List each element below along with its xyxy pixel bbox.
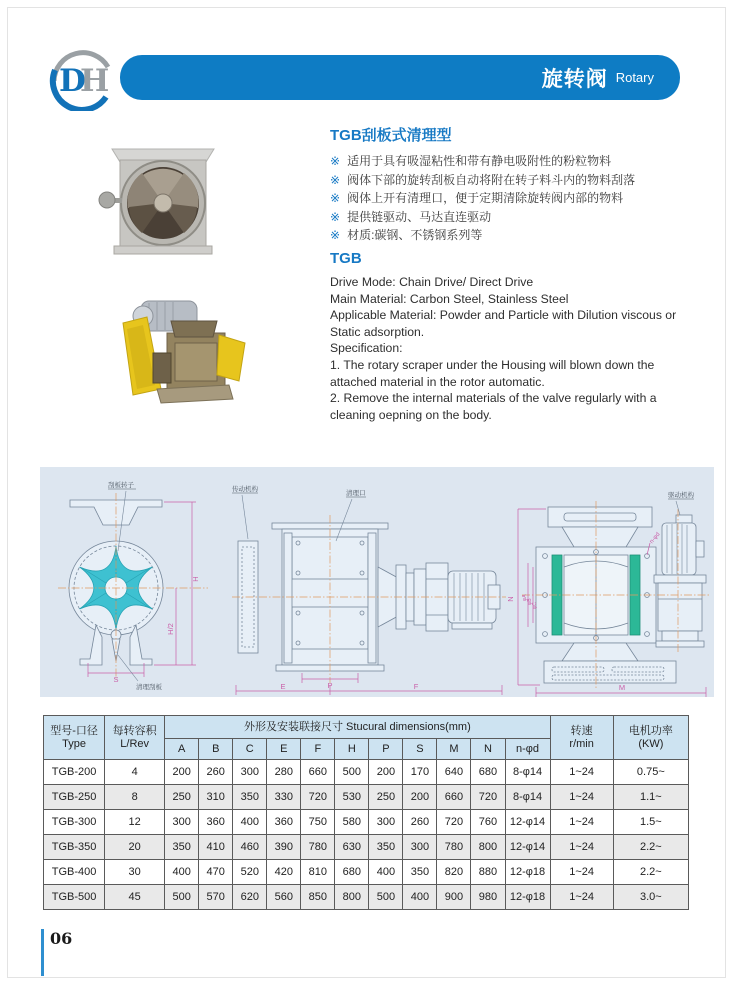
logo-letter-h: H (80, 63, 110, 99)
dim-col-header: n-φd (505, 739, 550, 760)
bullet-item (330, 152, 720, 171)
spec-line: Specification: (330, 341, 403, 356)
table-row (44, 785, 689, 810)
product-photo-chain-drive-valve (113, 293, 249, 407)
banner-title-zh: 旋转阀 (541, 67, 608, 91)
table-cell: 980 (471, 885, 505, 910)
table-cell: 20 (105, 835, 165, 860)
dim-col-header: P (369, 739, 403, 760)
bullet-mark-icon: ※ (330, 172, 341, 187)
spec-line: attached material in the rotor automatic. (330, 374, 545, 389)
bullet-text: 阀体下部的旋转刮板自动将附在转子料斗内的物料刮落 (347, 172, 636, 187)
table-cell: 420 (267, 860, 301, 885)
table-row (44, 835, 689, 860)
table-cell: TGB-300 (44, 810, 105, 835)
page-number-bar (41, 929, 44, 976)
svg-text:φA: φA (522, 594, 528, 601)
table-cell: 580 (335, 810, 369, 835)
table-cell: 850 (301, 885, 335, 910)
dim-col-header: S (403, 739, 437, 760)
dim-col-header: C (233, 739, 267, 760)
table-cell: 460 (233, 835, 267, 860)
bullet-list (330, 152, 720, 245)
table-cell: 1~24 (550, 860, 613, 885)
table-cell: 470 (199, 860, 233, 885)
table-cell: 570 (199, 885, 233, 910)
spec-line: cleaning oepning on the body. (330, 407, 492, 422)
svg-text:清理刮板: 清理刮板 (136, 684, 162, 691)
table-cell: TGB-500 (44, 885, 105, 910)
table-cell: 170 (403, 760, 437, 785)
table-cell: 520 (233, 860, 267, 885)
table-cell: 250 (165, 785, 199, 810)
spec-line: Static adsorption. (330, 324, 425, 339)
table-cell: 880 (471, 860, 505, 885)
table-cell: 2.2~ (613, 835, 688, 860)
bullet-text: 适用于具有吸湿粘性和带有静电吸附性的粉粒物料 (347, 154, 612, 168)
intro-title: TGB刮板式清理型 (330, 127, 452, 144)
table-cell: 3.0~ (613, 885, 688, 910)
page-number: 06 (50, 929, 73, 948)
spec-line: Applicable Material: Powder and Particle with Dilution viscous or (330, 308, 677, 323)
table-cell: 500 (369, 885, 403, 910)
table-cell: 300 (403, 835, 437, 860)
svg-text:传动机构: 传动机构 (232, 486, 258, 493)
table-cell: 500 (165, 885, 199, 910)
table-cell: TGB-400 (44, 860, 105, 885)
table-cell: 4 (105, 760, 165, 785)
table-cell: 720 (437, 810, 471, 835)
table-cell: 800 (471, 835, 505, 860)
dim-col-header: N (471, 739, 505, 760)
dim-col-header: E (267, 739, 301, 760)
table-cell: 8-φ14 (505, 760, 550, 785)
table-cell: 350 (369, 835, 403, 860)
table-cell: 400 (403, 885, 437, 910)
table-cell: 330 (267, 785, 301, 810)
svg-text:刮板转子: 刮板转子 (108, 482, 134, 489)
dim-col-header: A (165, 739, 199, 760)
table-cell: 400 (369, 860, 403, 885)
table-cell: 260 (403, 810, 437, 835)
table-cell: 1.1~ (613, 785, 688, 810)
section-banner (120, 55, 680, 100)
spec-table-body (44, 760, 689, 910)
table-cell: 8-φ14 (505, 785, 550, 810)
table-cell: 12-φ18 (505, 885, 550, 910)
table-row (44, 810, 689, 835)
table-row (44, 860, 689, 885)
table-cell: 820 (437, 860, 471, 885)
table-cell: 1~24 (550, 810, 613, 835)
table-cell: 360 (199, 810, 233, 835)
table-cell: 560 (267, 885, 301, 910)
dim-col-header: B (199, 739, 233, 760)
table-cell: 8 (105, 785, 165, 810)
svg-text:F: F (413, 682, 419, 691)
bullet-item (330, 189, 720, 208)
dim-col-header: M (437, 739, 471, 760)
bullet-mark-icon: ※ (330, 154, 341, 168)
table-cell: 350 (165, 835, 199, 860)
svg-text:H: H (191, 576, 200, 582)
table-cell: 760 (471, 810, 505, 835)
svg-text:N: N (506, 596, 515, 602)
svg-text:φB: φB (527, 598, 533, 605)
svg-text:P: P (327, 681, 333, 690)
table-cell: 1~24 (550, 785, 613, 810)
spec-line: 2. Remove the internal materials of the valve regularly with a (330, 391, 657, 406)
table-cell: 680 (335, 860, 369, 885)
col-header-type: 型号-口径 Type (44, 716, 105, 760)
table-cell: 45 (105, 885, 165, 910)
product-photo-scraper-valve (98, 146, 226, 262)
table-cell: 12-φ18 (505, 860, 550, 885)
technical-drawing-panel (40, 467, 714, 697)
bullet-item (330, 226, 720, 245)
svg-text:驱动机构: 驱动机构 (668, 492, 694, 499)
table-cell: 640 (437, 760, 471, 785)
table-cell: TGB-250 (44, 785, 105, 810)
table-cell: 390 (267, 835, 301, 860)
spec-line: Main Material: Carbon Steel, Stainless Steel (330, 291, 569, 306)
table-cell: 720 (471, 785, 505, 810)
table-cell: 250 (369, 785, 403, 810)
table-cell: 200 (403, 785, 437, 810)
bullet-text: 阀体上开有清理口，便于定期清除旋转阀内部的物料 (347, 191, 624, 205)
svg-text:M: M (618, 683, 626, 692)
table-cell: 30 (105, 860, 165, 885)
table-cell: 1~24 (550, 885, 613, 910)
spec-table (43, 715, 689, 910)
table-cell: 780 (437, 835, 471, 860)
table-cell: 410 (199, 835, 233, 860)
table-cell: 1~24 (550, 760, 613, 785)
table-cell: 900 (437, 885, 471, 910)
col-header-speed: 转速 r/min (550, 716, 613, 760)
spec-line: 1. The rotary scraper under the Housing will blown down the (330, 357, 655, 372)
table-cell: TGB-200 (44, 760, 105, 785)
svg-text:清理口: 清理口 (346, 490, 366, 497)
table-cell: 280 (267, 760, 301, 785)
table-cell: 620 (233, 885, 267, 910)
svg-text:φC: φC (532, 602, 538, 609)
spec-lines (330, 274, 725, 423)
table-cell: 720 (301, 785, 335, 810)
dimension-drawing (40, 467, 714, 697)
table-row (44, 885, 689, 910)
table-cell: 660 (437, 785, 471, 810)
table-cell: 750 (301, 810, 335, 835)
table-cell: 1~24 (550, 835, 613, 860)
bullet-item (330, 208, 720, 227)
table-cell: 500 (335, 760, 369, 785)
col-header-dimensions: 外形及安装联接尺寸 Stucural dimensions(mm) (165, 716, 550, 739)
svg-text:E: E (280, 682, 286, 691)
table-cell: 2.2~ (613, 860, 688, 885)
intro-section (330, 124, 720, 245)
table-cell: 12-φ14 (505, 835, 550, 860)
table-cell: 260 (199, 760, 233, 785)
svg-text:H/2: H/2 (166, 623, 175, 635)
col-header-power: 电机功率 (KW) (613, 716, 688, 760)
table-cell: 810 (301, 860, 335, 885)
bullet-text: 提供链驱动、马达直连驱动 (347, 209, 492, 224)
spec-title: TGB (330, 250, 362, 267)
table-cell: 360 (267, 810, 301, 835)
spec-section (330, 250, 725, 423)
table-cell: 630 (335, 835, 369, 860)
col-header-volume: 每转容积 L/Rev (105, 716, 165, 760)
table-cell: 12 (105, 810, 165, 835)
company-logo (46, 45, 118, 111)
table-cell: 400 (165, 860, 199, 885)
table-cell: 200 (369, 760, 403, 785)
table-cell: 350 (233, 785, 267, 810)
table-row (44, 760, 689, 785)
table-cell: 800 (335, 885, 369, 910)
dim-col-header: H (335, 739, 369, 760)
table-cell: TGB-350 (44, 835, 105, 860)
logo-letter-d: D (59, 63, 86, 99)
table-cell: 680 (471, 760, 505, 785)
banner-title-en: Rotary (615, 70, 654, 85)
table-cell: 530 (335, 785, 369, 810)
bullet-mark-icon: ※ (330, 228, 341, 242)
svg-text:n-φd: n-φd (648, 531, 662, 546)
table-cell: 300 (233, 760, 267, 785)
spec-line: Drive Mode: Chain Drive/ Direct Drive (330, 275, 534, 289)
table-cell: 400 (233, 810, 267, 835)
bullet-item (330, 171, 720, 190)
bullet-mark-icon: ※ (330, 191, 341, 205)
table-cell: 350 (403, 860, 437, 885)
bullet-mark-icon: ※ (330, 209, 341, 224)
table-cell: 200 (165, 760, 199, 785)
table-cell: 780 (301, 835, 335, 860)
dim-col-header: F (301, 739, 335, 760)
bullet-text: 材质:碳钢、不锈钢系列等 (347, 228, 483, 242)
svg-text:S: S (113, 675, 119, 684)
table-cell: 1.5~ (613, 810, 688, 835)
table-cell: 300 (369, 810, 403, 835)
table-cell: 12-φ14 (505, 810, 550, 835)
table-cell: 0.75~ (613, 760, 688, 785)
table-cell: 300 (165, 810, 199, 835)
table-cell: 660 (301, 760, 335, 785)
table-cell: 310 (199, 785, 233, 810)
